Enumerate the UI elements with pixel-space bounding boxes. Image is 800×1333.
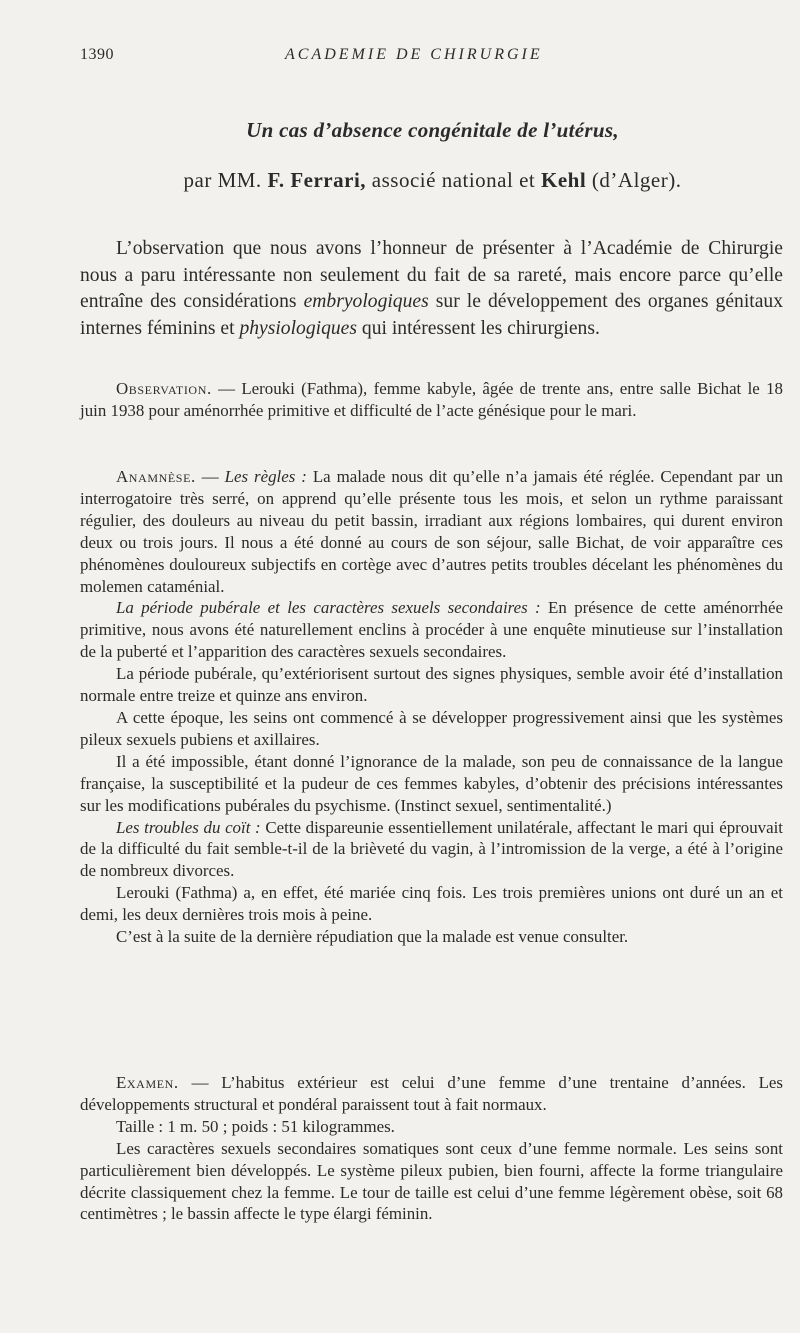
- anamnese-paragraph-3: La période pubérale, qu’extériorisent surtout des signes physiques, semble avoir été d’installation normale entre treize et quinze ans environ.: [80, 664, 783, 706]
- anamnese-text-2: En présence de cette aménorrhée primitive, nous avons été naturellement enclins à procéder à une enquête minutieuse sur l’installation de la puberté et l’apparition des caractères sexuels secondaires.: [80, 598, 783, 662]
- byline-prefix: par MM.: [183, 168, 268, 192]
- anamnese-text-6: Cette dispareunie essentiellement unilatérale, affectant le mari qui éprouvait de la difficulté du fait semble-t-il de la brièveté du vagin, à l’intromission de la verge, a été à l’origine de nombreux divorces.: [80, 817, 784, 881]
- examen-paragraph-2: Taille : 1 m. 50 ; poids : 51 kilogrammes.: [116, 1116, 395, 1136]
- author-ferrari: F. Ferrari,: [267, 168, 367, 192]
- running-title: ACADEMIE DE CHIRURGIE: [285, 46, 543, 63]
- intro-em-embryologiques: embryologiques: [303, 291, 429, 313]
- anamnese-paragraph-6: [80, 817, 783, 883]
- running-head: [80, 46, 785, 70]
- anamnese-paragraph-8: C’est à la suite de la dernière répudiation que la malade est venue consulter.: [116, 927, 629, 947]
- author-kehl: Kehl: [541, 168, 587, 192]
- examen-paragraph-1: [80, 1072, 783, 1116]
- article-title: Un cas d’absence congénitale de l’utérus,: [246, 118, 619, 142]
- byline-suffix: (d’Alger).: [586, 168, 682, 192]
- troubles-coit-label: Les troubles du coït :: [116, 817, 261, 837]
- anamnese-text-1: La malade nous dit qu’elle n’a jamais été réglée. Cependant par un interrogatoire très serré, on apprend qu’elle présente tous les mois, et selon un rythme paraissant régulier, des douleurs au niveau du petit bassin, irradiant aux régions lombaires, qui durent environ deux ou trois jours. Il nous a été donné au cours de son séjour, salle Bichat, de voir apparaître ces phénomènes douloureux subjectifs en cortège avec d’autres petits troubles décelant les phénomènes du molemen cataménial.: [80, 467, 783, 596]
- anamnese-dash: —: [195, 467, 225, 486]
- intro-text-2: sur le développement des organes génitaux internes féminins et: [80, 291, 784, 339]
- byline: [80, 168, 785, 193]
- anamnese-paragraph-2: [80, 597, 783, 663]
- intro-em-physiologiques: physiologiques: [239, 317, 357, 339]
- regles-label: Les règles :: [224, 467, 307, 486]
- examen-paragraph-3: Les caractères sexuels secondaires somatiques sont ceux d’une femme normale. Les seins sont particulièrement bien développés. Le système pileux pubien, bien fourni, affecte la forme triangulaire décrite classiquement chez la femme. Le tour de taille est celui d’une femme légèrement obèse, soit 68 centimètres ; le bassin affecte le type élargi féminin.: [80, 1138, 783, 1224]
- observation-section: [80, 378, 783, 422]
- anamnese-paragraph-7: Lerouki (Fathma) a, en effet, été mariée cinq fois. Les trois premières unions ont duré un an et demi, les deux dernières trois mois à peine.: [80, 883, 783, 925]
- anamnese-section: [80, 466, 783, 948]
- intro-text-1: L’observation que nous avons l’honneur de présenter à l’Académie de Chirurgie nous a paru intéressante non seulement du fait de sa rareté, mais encore parce qu’elle entraîne des considérations: [80, 238, 783, 313]
- observation-label: Observation.: [116, 379, 212, 398]
- intro-paragraph: [80, 236, 783, 342]
- examen-label: Examen.: [116, 1073, 179, 1092]
- intro-text-3: qui intéressent les chirurgiens.: [357, 317, 600, 339]
- page-number: 1390: [80, 46, 114, 63]
- anamnese-paragraph-4: A cette époque, les seins ont commencé à se développer progressivement ainsi que les systèmes pileux sexuels pubiens et axillaires.: [80, 707, 783, 749]
- observation-paragraph: [80, 378, 783, 422]
- examen-text-1: — L’habitus extérieur est celui d’une femme d’une trentaine d’années. Les développements structural et pondéral paraissent tout à fait normaux.: [80, 1073, 783, 1114]
- anamnese-label: Anamnèse.: [116, 467, 196, 486]
- observation-text: — Lerouki (Fathma), femme kabyle, âgée de trente ans, entre salle Bichat le 18 juin 1938 pour aménorrhée primitive et difficulté de l’acte génésique pour le mari.: [80, 379, 783, 420]
- anamnese-paragraph-5: Il a été impossible, étant donné l’ignorance de la malade, son peu de connaissance de la langue française, la susceptibilité et la pudeur de ces femmes kabyles, d’obtenir des précisions intéressantes sur les modifications pubérales du psychisme. (Instinct sexuel, sentimentalité.): [80, 751, 783, 815]
- byline-middle: associé national et: [366, 168, 541, 192]
- anamnese-paragraph-1: [80, 466, 783, 597]
- examen-section: [80, 1072, 783, 1225]
- periode-pubérale-label: La période pubérale et les caractères sexuels secondaires :: [116, 598, 541, 618]
